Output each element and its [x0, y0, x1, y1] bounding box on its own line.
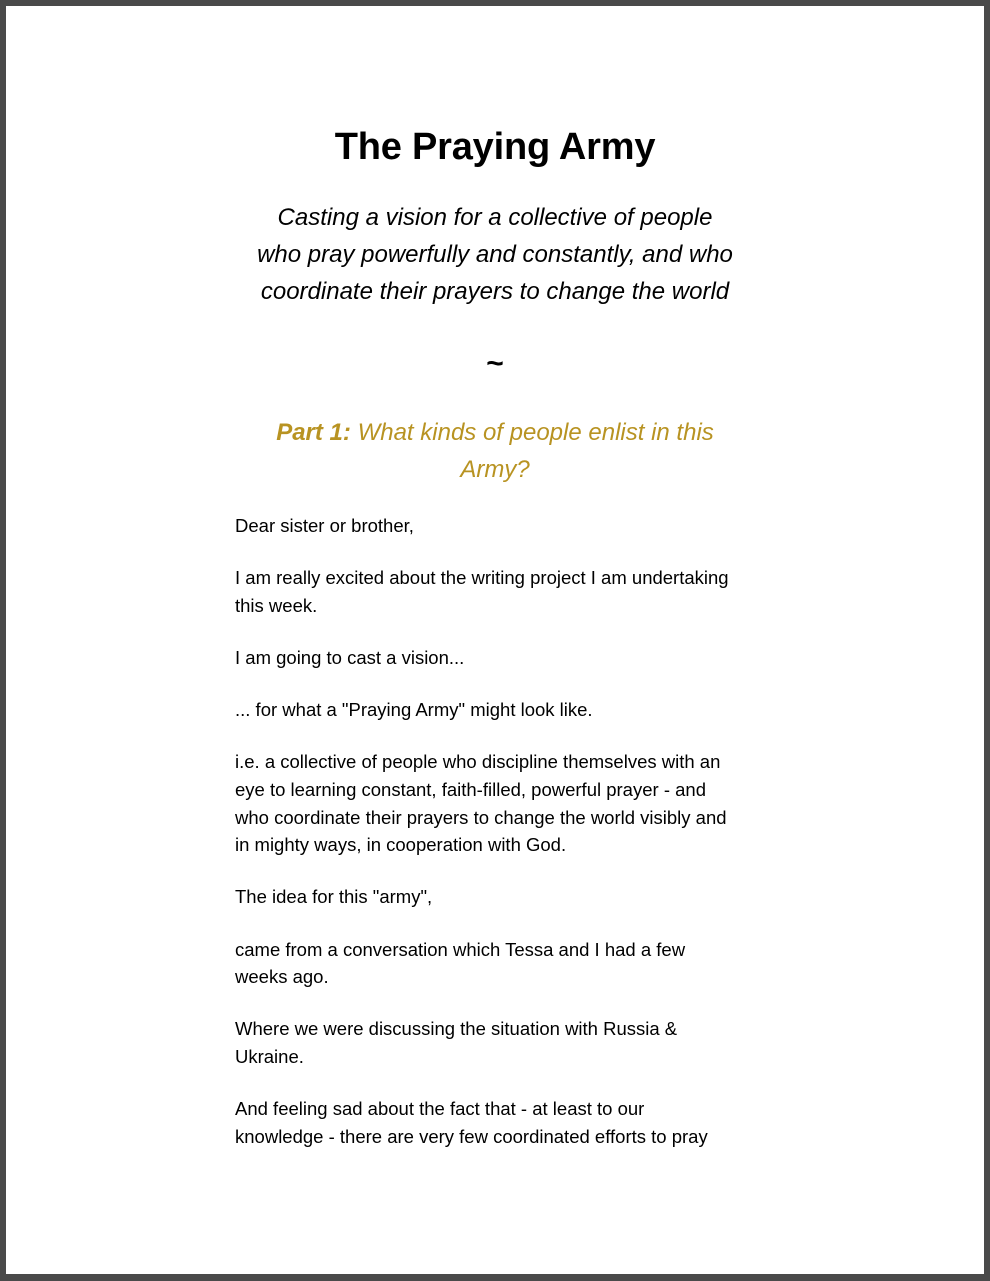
paragraph [235, 936, 765, 991]
part-heading-line: Army? [460, 456, 530, 483]
paragraph-line: in mighty ways, in cooperation with God. [235, 834, 567, 856]
paragraph [235, 748, 765, 858]
paragraph-line: And feeling sad about the fact that - at least to our [235, 1098, 645, 1120]
document-subtitle [235, 199, 755, 310]
subtitle-line: Casting a vision for a collective of people [277, 204, 713, 231]
paragraph [235, 696, 765, 724]
paragraph [235, 1015, 765, 1070]
paragraph-line: I am really excited about the writing project I am undertaking [235, 567, 729, 589]
part-heading [235, 414, 755, 488]
subtitle-line: coordinate their prayers to change the world [260, 278, 730, 305]
paragraph-line: eye to learning constant, faith-filled, powerful prayer - and [235, 778, 706, 800]
body-text [235, 512, 765, 1175]
paragraph-line: i.e. a collective of people who discipline themselves with an [235, 751, 721, 773]
section-divider: ~ [486, 347, 504, 380]
paragraph-line: came from a conversation which Tessa and I had a few [235, 938, 686, 960]
document-title: The Praying Army [334, 126, 656, 168]
paragraph-line: Ukraine. [235, 1045, 304, 1067]
part-heading-line: What kinds of people enlist in this [357, 419, 714, 446]
document-page [6, 6, 984, 1274]
part-label: Part 1: [276, 419, 351, 446]
paragraph-line: knowledge - there are very few coordinated efforts to pray [235, 1125, 708, 1147]
subtitle-line: who pray powerfully and constantly, and who [257, 241, 733, 268]
paragraph [235, 644, 765, 672]
paragraph-line: Where we were discussing the situation with Russia & [235, 1018, 678, 1040]
paragraph-line: Dear sister or brother, [235, 515, 414, 536]
paragraph [235, 512, 765, 540]
paragraph-line: weeks ago. [235, 966, 329, 988]
paragraph-line: ... for what a "Praying Army" might look like. [235, 699, 593, 721]
paragraph-line: this week. [235, 594, 318, 616]
paragraph-line: who coordinate their prayers to change the world visibly and [235, 806, 727, 828]
paragraph-line: The idea for this "army", [235, 886, 433, 908]
paragraph [235, 564, 765, 619]
paragraph [235, 1095, 765, 1150]
paragraph [235, 883, 765, 911]
paragraph-line: I am going to cast a vision... [235, 646, 465, 668]
